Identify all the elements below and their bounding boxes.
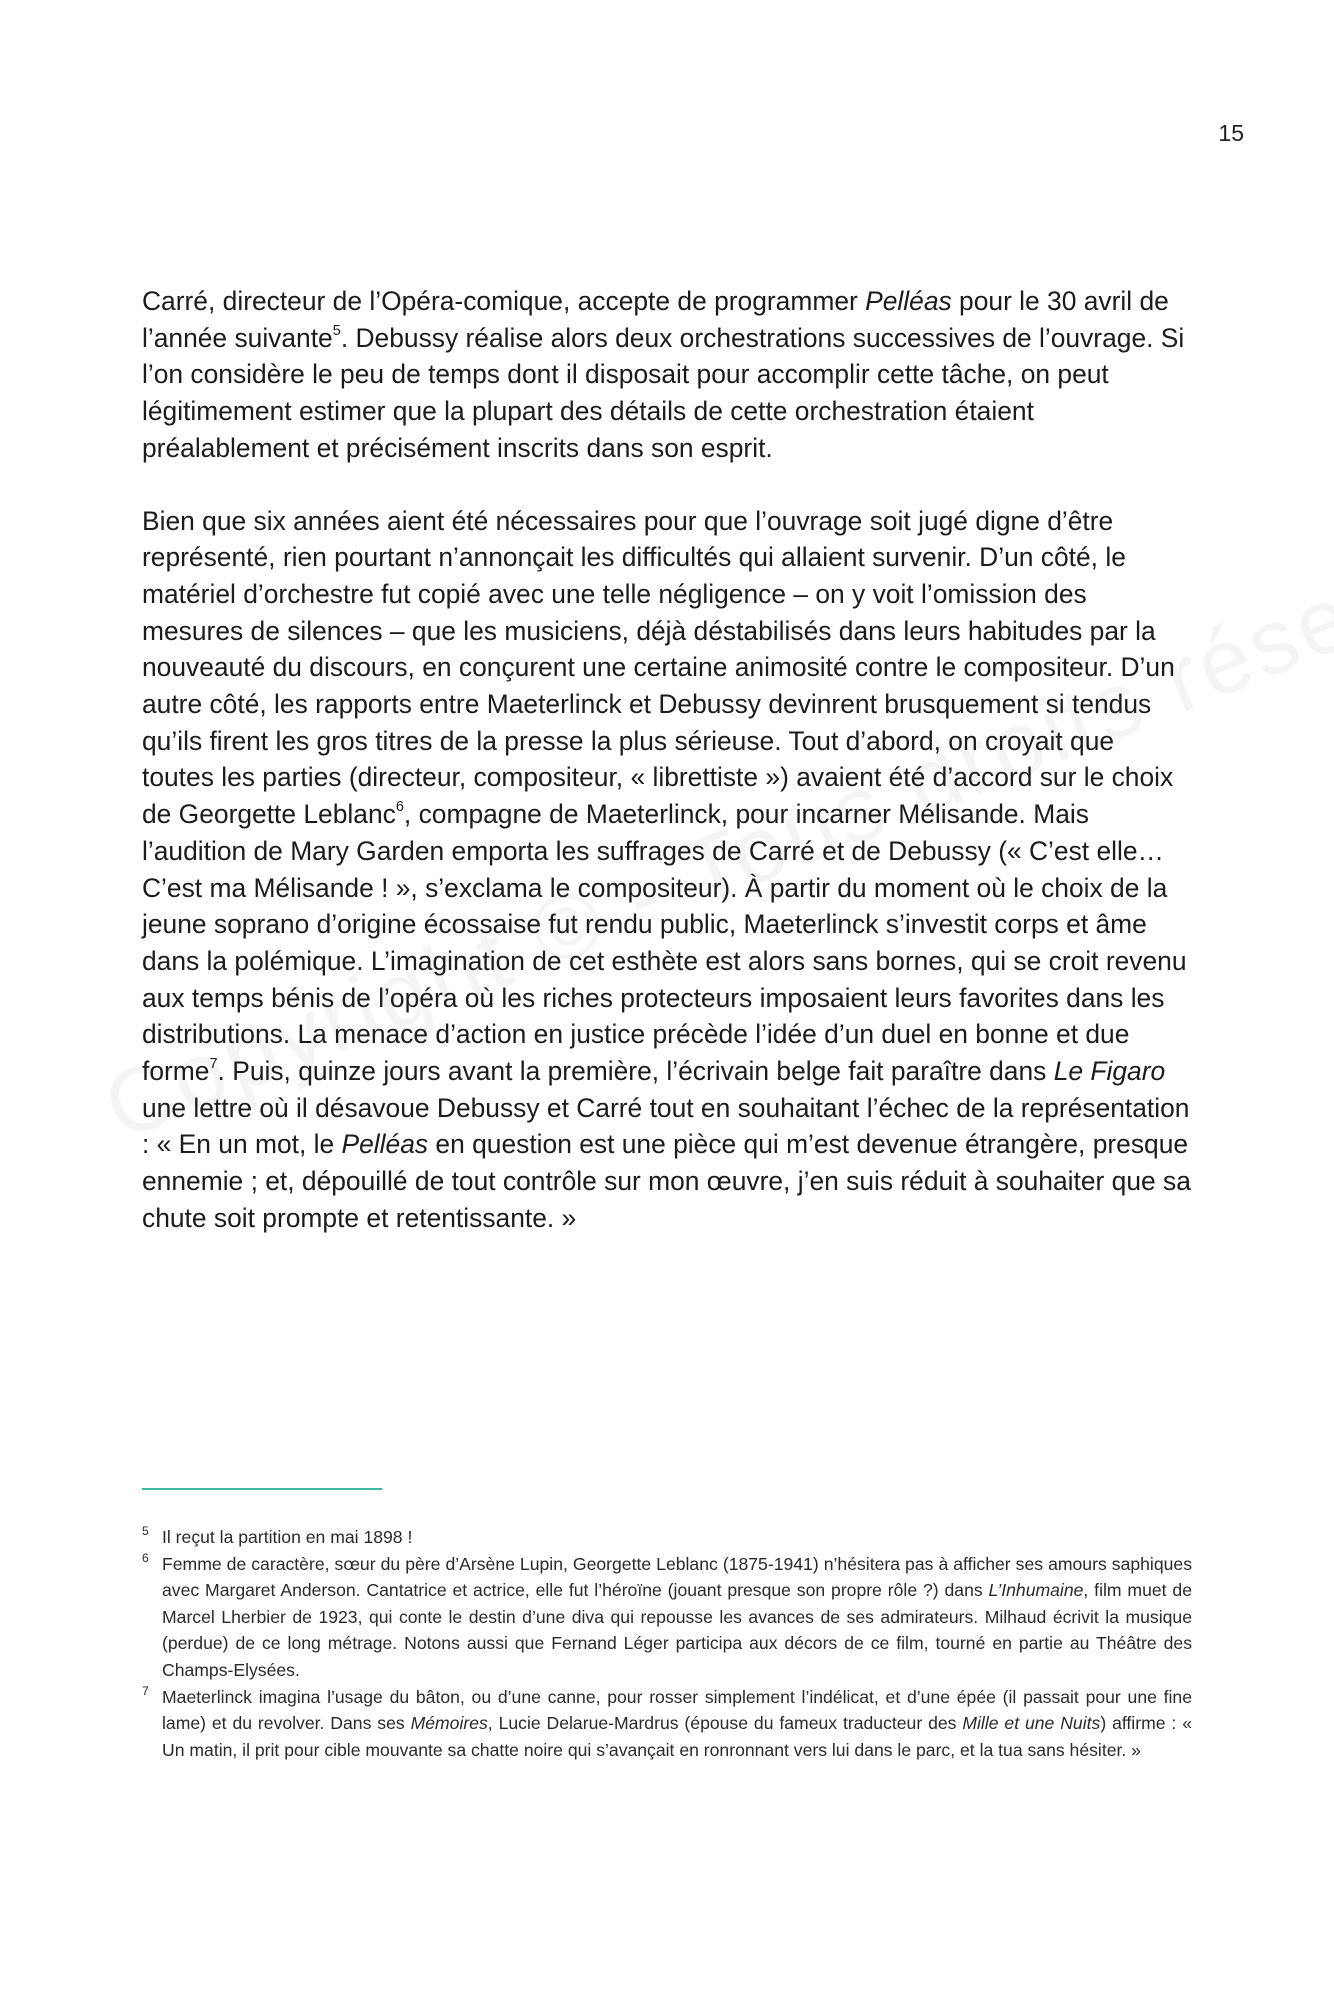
footnote xyxy=(142,1524,1192,1551)
paragraph xyxy=(142,503,1192,1237)
text-run: Il reçut la partition en mai 1898 ! xyxy=(162,1527,413,1547)
text-run: pour le 30 avril de l’année suivante xyxy=(142,286,1169,353)
italic-text: Mille et une Nuits xyxy=(962,1713,1101,1734)
text-run: , compagne de Maeterlinck, pour incarner Mélisande. Mais l’audition de Mary Garden emporta les suffrages de Carré et de Debussy (« C’est elle… C’est ma Mélisande ! », s’exclama le compositeur). À partir du moment où le choix de la jeune soprano d’origine écossaise fut rendu public, Maeterlinck s’investit corps et âme dans la polémique. L’imagination de cet esthète est alors sans bornes, qui se croit revenu aux temps bénis de l’opéra où les riches protecteurs imposaient leurs favorites dans les distributions. La menace d’action en justice précède l’idée d’un duel en bonne et due forme xyxy=(142,799,1187,1087)
italic-text: Mémoires xyxy=(410,1713,488,1734)
text-run: une lettre où il désavoue Debussy et Carré tout en souhaitant l’échec de la représentation : « En un mot, le xyxy=(142,1092,1190,1160)
text-run: Bien que six années aient été nécessaires pour que l’ouvrage soit jugé digne d’être représenté, rien pourtant n’annonçait les difficultés qui allaient survenir. D’un côté, le matériel d’orchestre fut copié avec une telle négligence – on y voit l’omission des mesures de silences – que les musiciens, déjà déstabilisés dans leurs habitudes par la nouveauté du discours, en conçurent une certaine animosité contre le compositeur. D’un autre côté, les rapports entre Maeterlinck et Debussy devinrent brusquement si tendus qu’ils firent les gros titres de la presse la plus sérieuse. Tout d’abord, on croyait que toutes les parties (directeur, compositeur, « librettiste ») avaient été d’accord sur le choix de Georgette Leblanc xyxy=(142,505,1175,830)
text-run: , film muet de Marcel Lherbier de 1923, qui conte le destin d’une diva qui repousse les avances de ses admirateurs. Milhaud écrivit la musique (perdue) de ce long métrage. Notons aussi que Fernand Léger participa aux décors de ce film, tourné en partie au Théâtre des Champs-Elysées. xyxy=(162,1580,1192,1680)
footnote-reference: 7 xyxy=(209,1056,218,1073)
text-run: Femme de caractère, sœur du père d’Arsène Lupin, Georgette Leblanc (1875-1941) n’hésitera pas à afficher ses amours saphiques avec Margaret Anderson. Cantatrice et actrice, elle fut l’héroïne (jouant presque son propre rôle ?) dans xyxy=(162,1553,1192,1601)
footnote-reference: 6 xyxy=(395,799,404,816)
text-run: Maeterlinck imagina l’usage du bâton, ou d’une canne, pour rosser simplement l’indélicat, et d’une épée (il passait pour une fine lame) et du revolver. Dans ses xyxy=(162,1686,1192,1734)
text-run: en question est une pièce qui m’est devenue étrangère, presque ennemie ; et, dépouillé de tout contrôle sur mon œuvre, j’en suis réduit à souhaiter que sa chute soit prompte et retentissante. » xyxy=(142,1129,1191,1233)
main-text xyxy=(142,283,1192,1237)
paragraph xyxy=(142,283,1192,467)
footnote xyxy=(142,1684,1192,1764)
footnote-separator xyxy=(142,1488,382,1490)
text-run: , Lucie Delarue-Mardrus (épouse du fameux traducteur des xyxy=(487,1713,963,1734)
footnote-number: 5 xyxy=(142,1524,149,1538)
text-run: ) affirme : « Un matin, il prit pour cible mouvante sa chatte noire qui s’avançait en ronronnant vers lui dans le parc, et la tua sans hésiter. » xyxy=(162,1713,1192,1760)
text-run: Carré, directeur de l’Opéra-comique, accepte de programmer xyxy=(142,286,866,316)
page-number: 15 xyxy=(1218,120,1244,146)
italic-text: Pelléas xyxy=(865,286,952,316)
text-run: . Puis, quinze jours avant la première, l’écrivain belge fait paraître dans xyxy=(217,1056,1054,1087)
text-run: . Debussy réalise alors deux orchestrations successives de l’ouvrage. Si l’on considère le peu de temps dont il disposait pour accomplir cette tâche, on peut légitimement estimer que la plupart des détails de cette orchestration étaient préalablement et précisément inscrits dans son esprit. xyxy=(142,322,1185,463)
italic-text: L’Inhumaine xyxy=(988,1580,1084,1601)
footnote-number: 7 xyxy=(142,1683,149,1698)
italic-text: Pelléas xyxy=(341,1129,429,1160)
footnote-reference: 5 xyxy=(332,322,341,339)
footnote xyxy=(142,1551,1192,1684)
footnote-number: 6 xyxy=(142,1550,149,1565)
italic-text: Le Figaro xyxy=(1053,1056,1166,1087)
footnotes xyxy=(142,1524,1192,1763)
